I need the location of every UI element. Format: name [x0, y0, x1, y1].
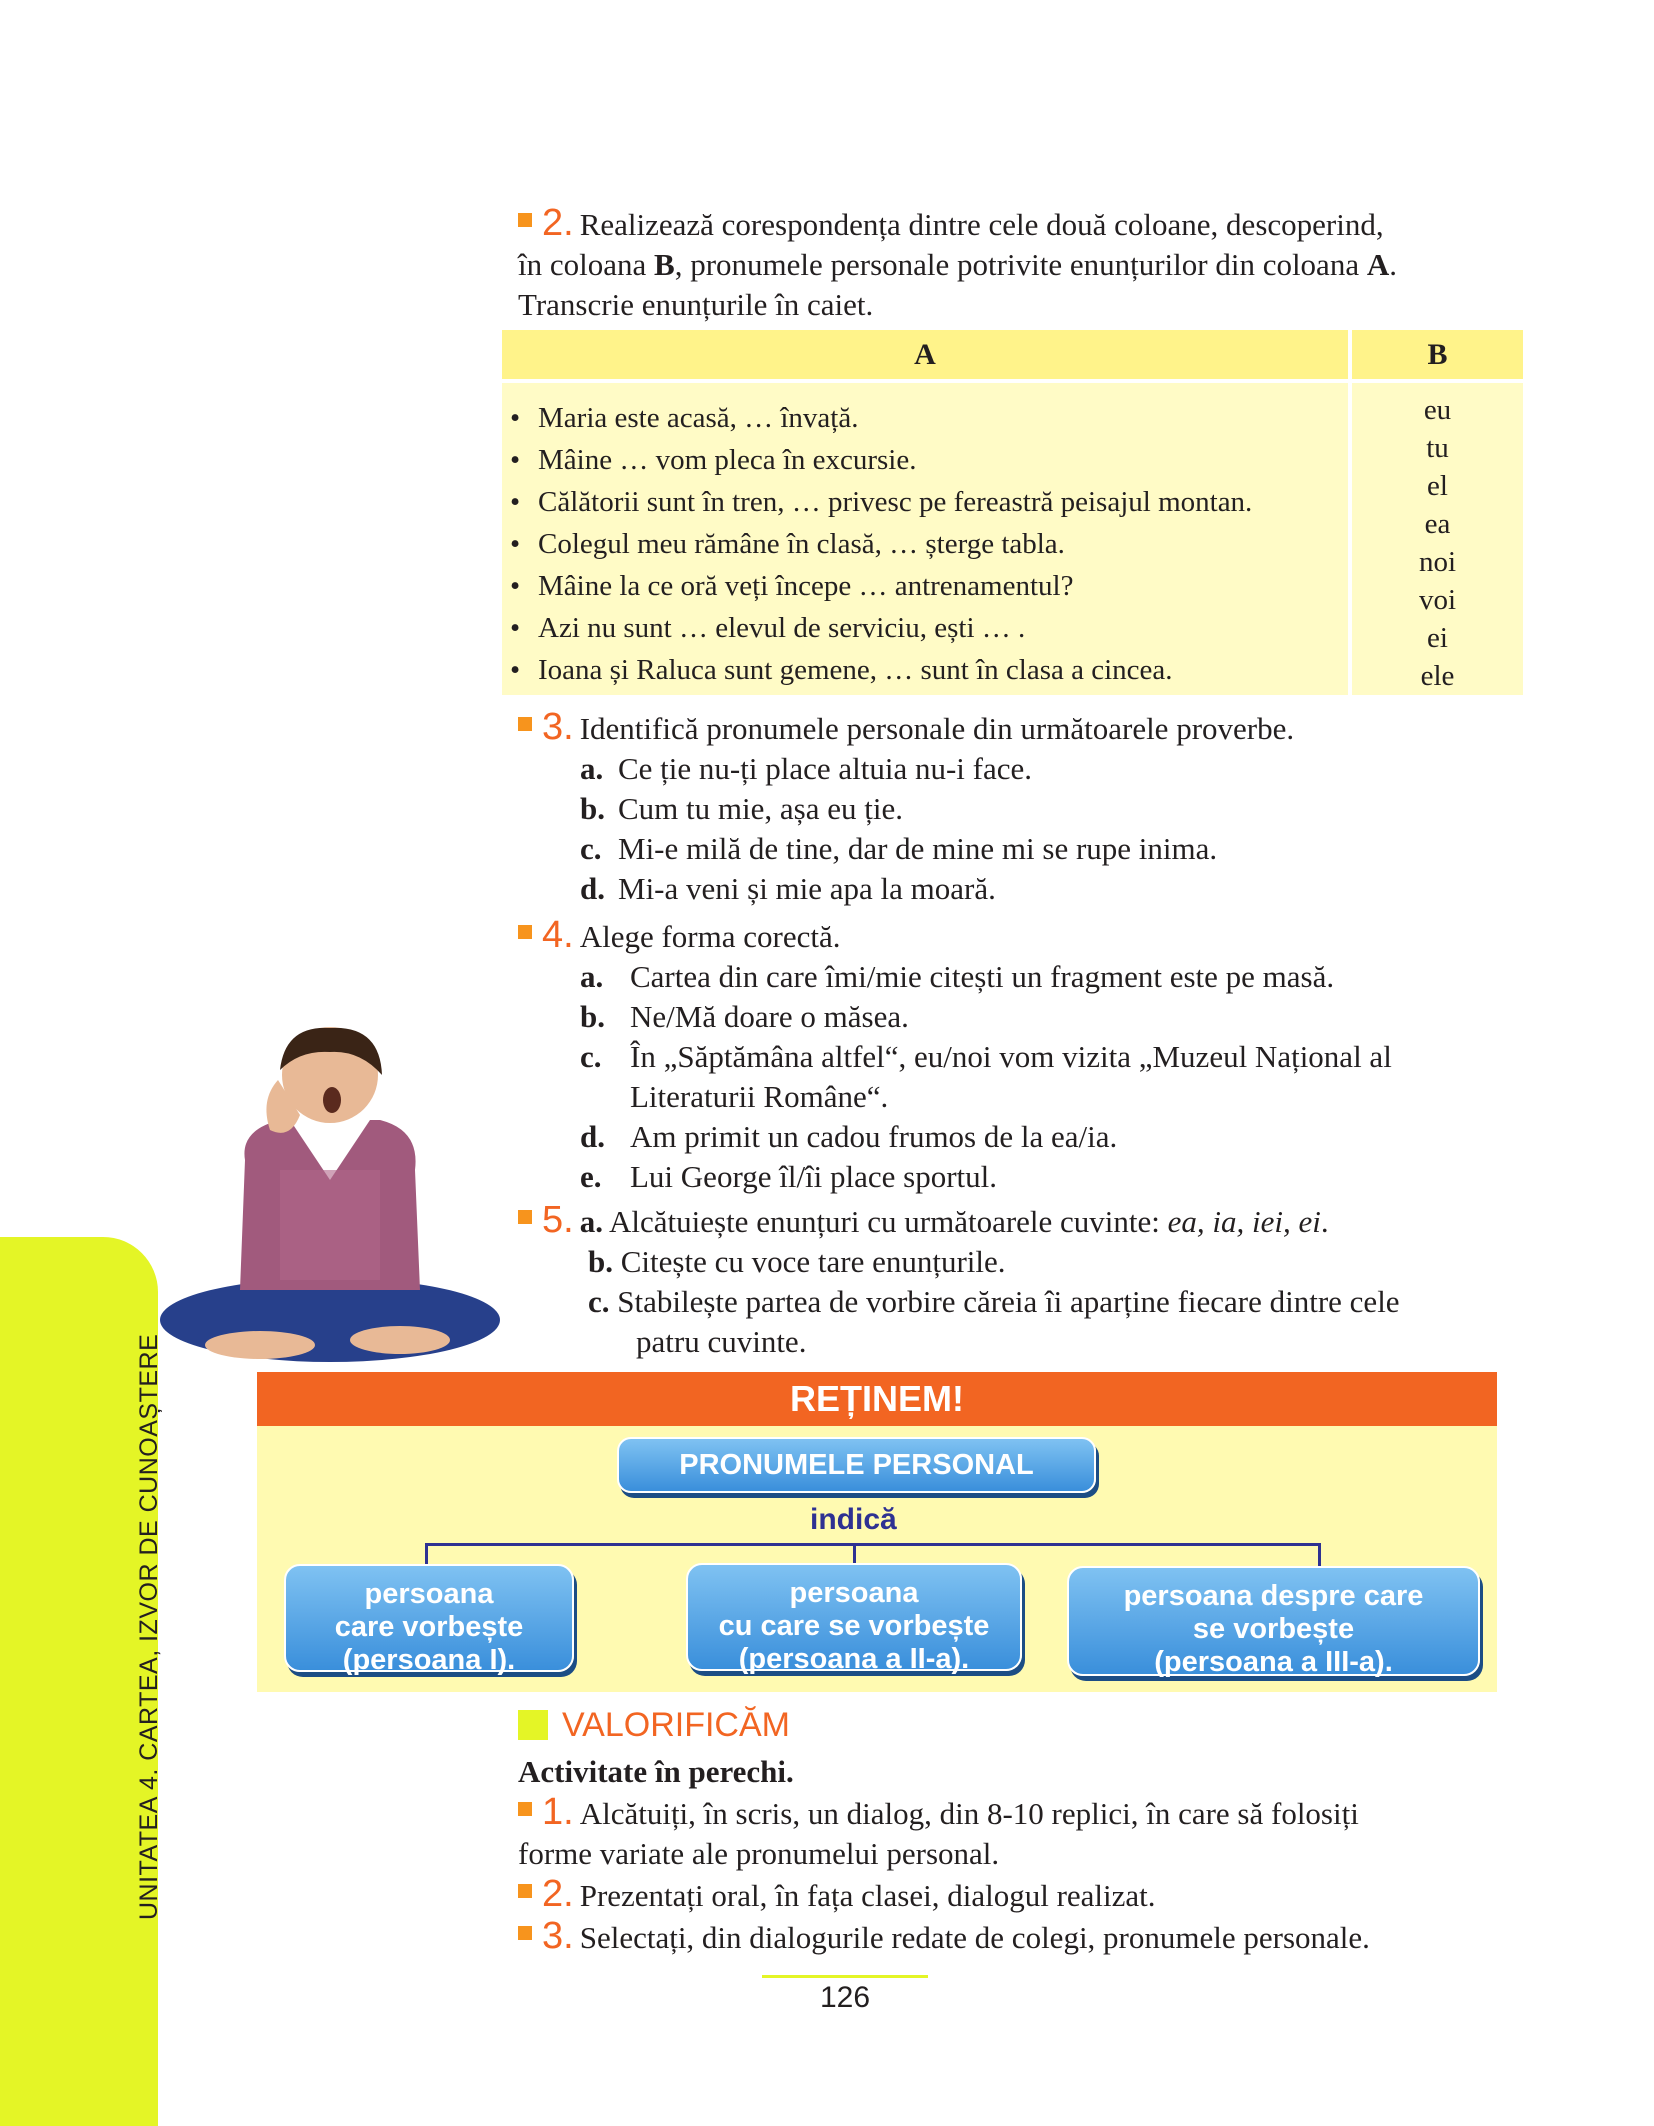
concept-box-main: PRONUMELE PERSONAL	[617, 1437, 1096, 1493]
list-item	[580, 869, 1498, 909]
exercise-text: Realizează corespondența dintre cele două coloane, descoperind,	[579, 207, 1384, 242]
italic-words: ea, ia, iei, ei	[1167, 1204, 1321, 1239]
item-text: Stabilește partea de vorbire căreia îi aparține fiecare dintre cele	[617, 1284, 1400, 1319]
box-line: se vorbește	[1192, 1613, 1355, 1645]
list-item	[580, 997, 1498, 1037]
box-line: persoana despre care	[1123, 1580, 1424, 1612]
section-title: VALORIFICĂM	[562, 1706, 790, 1744]
bold-text: A	[1366, 247, 1390, 282]
exercise-instruction: Transcrie enunțurile în caiet.	[518, 287, 874, 322]
item-label: c.	[580, 1039, 602, 1074]
valorificam-heading	[518, 1706, 790, 1745]
item-text: Ne/Mă doare o măsea.	[630, 999, 909, 1034]
item-text: Am primit un cadou frumos de la ea/ia.	[630, 1119, 1118, 1154]
table-row	[510, 439, 1348, 481]
bold-text: B	[654, 247, 675, 282]
item-text: Citește cu voce tare enunțurile.	[620, 1244, 1006, 1279]
pronoun: ei	[1427, 622, 1448, 654]
pronoun: eu	[1423, 394, 1452, 426]
square-bullet-icon	[518, 1210, 532, 1224]
exercise-text: Alcătuiți, în scris, un dialog, din 8-10 replici, în care să folosiți	[579, 1796, 1359, 1831]
item-label: b.	[580, 791, 605, 826]
row-text: Maria este acasă, … învață.	[538, 402, 859, 434]
column-a-header: A	[502, 330, 1348, 379]
row-text: Colegul meu rămâne în clasă, … șterge tabla.	[538, 528, 1065, 560]
bullet-icon: •	[510, 444, 521, 476]
box-line: (persoana I).	[342, 1644, 516, 1676]
pronoun: tu	[1426, 432, 1449, 464]
row-text: Ioana și Raluca sunt gemene, … sunt în clasa a cincea.	[538, 654, 1173, 686]
item-label: d.	[580, 1119, 605, 1154]
list-item	[580, 957, 1498, 997]
list-item	[580, 749, 1498, 789]
box-line: (persoana a II-a).	[738, 1643, 970, 1675]
item-text: În „Săptămâna altfel“, eu/noi vom vizita „Muzeul Național al	[630, 1039, 1392, 1074]
square-bullet-icon	[518, 1926, 532, 1940]
connector-line	[425, 1543, 1321, 1546]
bullet-icon: •	[510, 654, 521, 686]
connector-line	[1318, 1543, 1321, 1567]
remember-title: REȚINEM!	[257, 1372, 1497, 1426]
item-text: Cartea din care îmi/mie citești un fragment este pe masă.	[630, 959, 1335, 994]
pronoun: ea	[1424, 508, 1451, 540]
table-row	[510, 565, 1348, 607]
exercise-4	[518, 915, 1498, 1197]
connector-line	[853, 1543, 856, 1565]
yellow-square-icon	[518, 1710, 548, 1740]
yawning-boy-illustration	[150, 1020, 510, 1370]
item-text: Mi-a veni și mie apa la moară.	[618, 871, 996, 906]
exercise-number: 3.	[542, 706, 574, 748]
matching-table	[502, 330, 1523, 695]
row-text: Călătorii sunt în tren, … privesc pe fereastră peisajul montan.	[538, 486, 1253, 518]
square-bullet-icon	[518, 1802, 532, 1816]
text: .	[1320, 1204, 1329, 1239]
item-label: c.	[580, 831, 602, 866]
item-label: b.	[580, 999, 605, 1034]
item-text-continued: patru cuvinte.	[636, 1324, 807, 1359]
text: , pronumele personale potrivite enunțurilor din coloana	[674, 247, 1367, 282]
box-line: persoana	[789, 1577, 919, 1609]
item-label: d.	[580, 871, 605, 906]
bullet-icon: •	[510, 402, 521, 434]
bullet-icon: •	[510, 528, 521, 560]
exercise-number: 5.	[542, 1199, 574, 1241]
item-label: a.	[579, 1204, 603, 1239]
item-label: e.	[580, 1159, 602, 1194]
exercise-number: 1.	[542, 1791, 574, 1833]
text: .	[1389, 247, 1397, 282]
row-text: Mâine la ce oră veți începe … antrenamentul?	[538, 570, 1074, 602]
exercise-number: 2.	[542, 1873, 574, 1915]
list-item	[580, 789, 1498, 829]
page-number: 126	[819, 1981, 871, 2014]
row-text: Azi nu sunt … elevul de serviciu, ești … .	[538, 612, 1026, 644]
list-item	[580, 1037, 1498, 1077]
column-a	[502, 383, 1348, 695]
table-row	[510, 607, 1348, 649]
box-line: (persoana a III-a).	[1154, 1646, 1393, 1678]
exercise-number: 4.	[542, 914, 574, 956]
item-text: Cum tu mie, așa eu ție.	[618, 791, 903, 826]
bullet-icon: •	[510, 486, 521, 518]
table-row	[510, 523, 1348, 565]
item-text: Lui George îl/îi place sportul.	[630, 1159, 998, 1194]
exercise-number: 2.	[542, 202, 574, 244]
bullet-icon: •	[510, 612, 521, 644]
list-item	[580, 829, 1498, 869]
valorificam-content	[518, 1752, 1498, 1958]
connector-label: indică	[810, 1503, 897, 1536]
pronoun: voi	[1418, 584, 1457, 616]
item-text: Mi-e milă de tine, dar de mine mi se rupe inima.	[618, 831, 1218, 866]
exercise-2	[518, 203, 1498, 325]
column-b-header: B	[1352, 330, 1523, 379]
concept-box-third-person	[1067, 1566, 1480, 1676]
list-item	[580, 1157, 1498, 1197]
exercise-text: Alege forma corectă.	[579, 919, 841, 954]
item-label: c.	[588, 1284, 610, 1319]
row-text: Mâine … vom pleca în excursie.	[538, 444, 917, 476]
item-label: a.	[580, 751, 604, 786]
square-bullet-icon	[518, 925, 532, 939]
exercise-5	[518, 1200, 1498, 1362]
exercise-text-continued: forme variate ale pronumelui personal.	[518, 1836, 1000, 1871]
table-row	[510, 397, 1348, 439]
footer-line	[762, 1975, 928, 1978]
square-bullet-icon	[518, 213, 532, 227]
exercise-number: 3.	[542, 1915, 574, 1957]
exercise-text: Prezentați oral, în fața clasei, dialogul realizat.	[579, 1878, 1156, 1913]
exercise-text: Identifică pronumele personale din următoarele proverbe.	[579, 711, 1295, 746]
item-text-continued: Literaturii Române“.	[630, 1079, 889, 1114]
pronoun: noi	[1418, 546, 1457, 578]
item-label: a.	[580, 959, 604, 994]
table-row	[510, 481, 1348, 523]
unit-title: UNITATEA 4. CARTEA, IZVOR DE CUNOAȘTERE	[135, 1333, 163, 1920]
connector-line	[425, 1543, 428, 1565]
exercise-text: Selectați, din dialogurile redate de colegi, pronumele personale.	[579, 1920, 1370, 1955]
list-item	[580, 1117, 1498, 1157]
column-b	[1352, 383, 1523, 695]
bullet-icon: •	[510, 570, 521, 602]
item-label: b.	[588, 1244, 613, 1279]
pronoun: ele	[1420, 660, 1455, 692]
table-row	[510, 649, 1348, 691]
box-line: cu care se vorbește	[718, 1610, 990, 1642]
concept-box-first-person	[284, 1564, 574, 1676]
box-line: persoana	[364, 1578, 494, 1610]
section-subtitle: Activitate în perechi.	[518, 1754, 794, 1789]
item-text: Ce ție nu-ți place altuia nu-i face.	[618, 751, 1033, 786]
concept-box-second-person	[686, 1563, 1022, 1675]
square-bullet-icon	[518, 717, 532, 731]
text: în coloana	[518, 247, 655, 282]
exercise-3	[518, 707, 1498, 909]
square-bullet-icon	[518, 1884, 532, 1898]
pronoun: el	[1427, 470, 1448, 502]
item-text: Alcătuiește enunțuri cu următoarele cuvinte:	[609, 1204, 1168, 1239]
box-line: care vorbește	[334, 1611, 524, 1643]
